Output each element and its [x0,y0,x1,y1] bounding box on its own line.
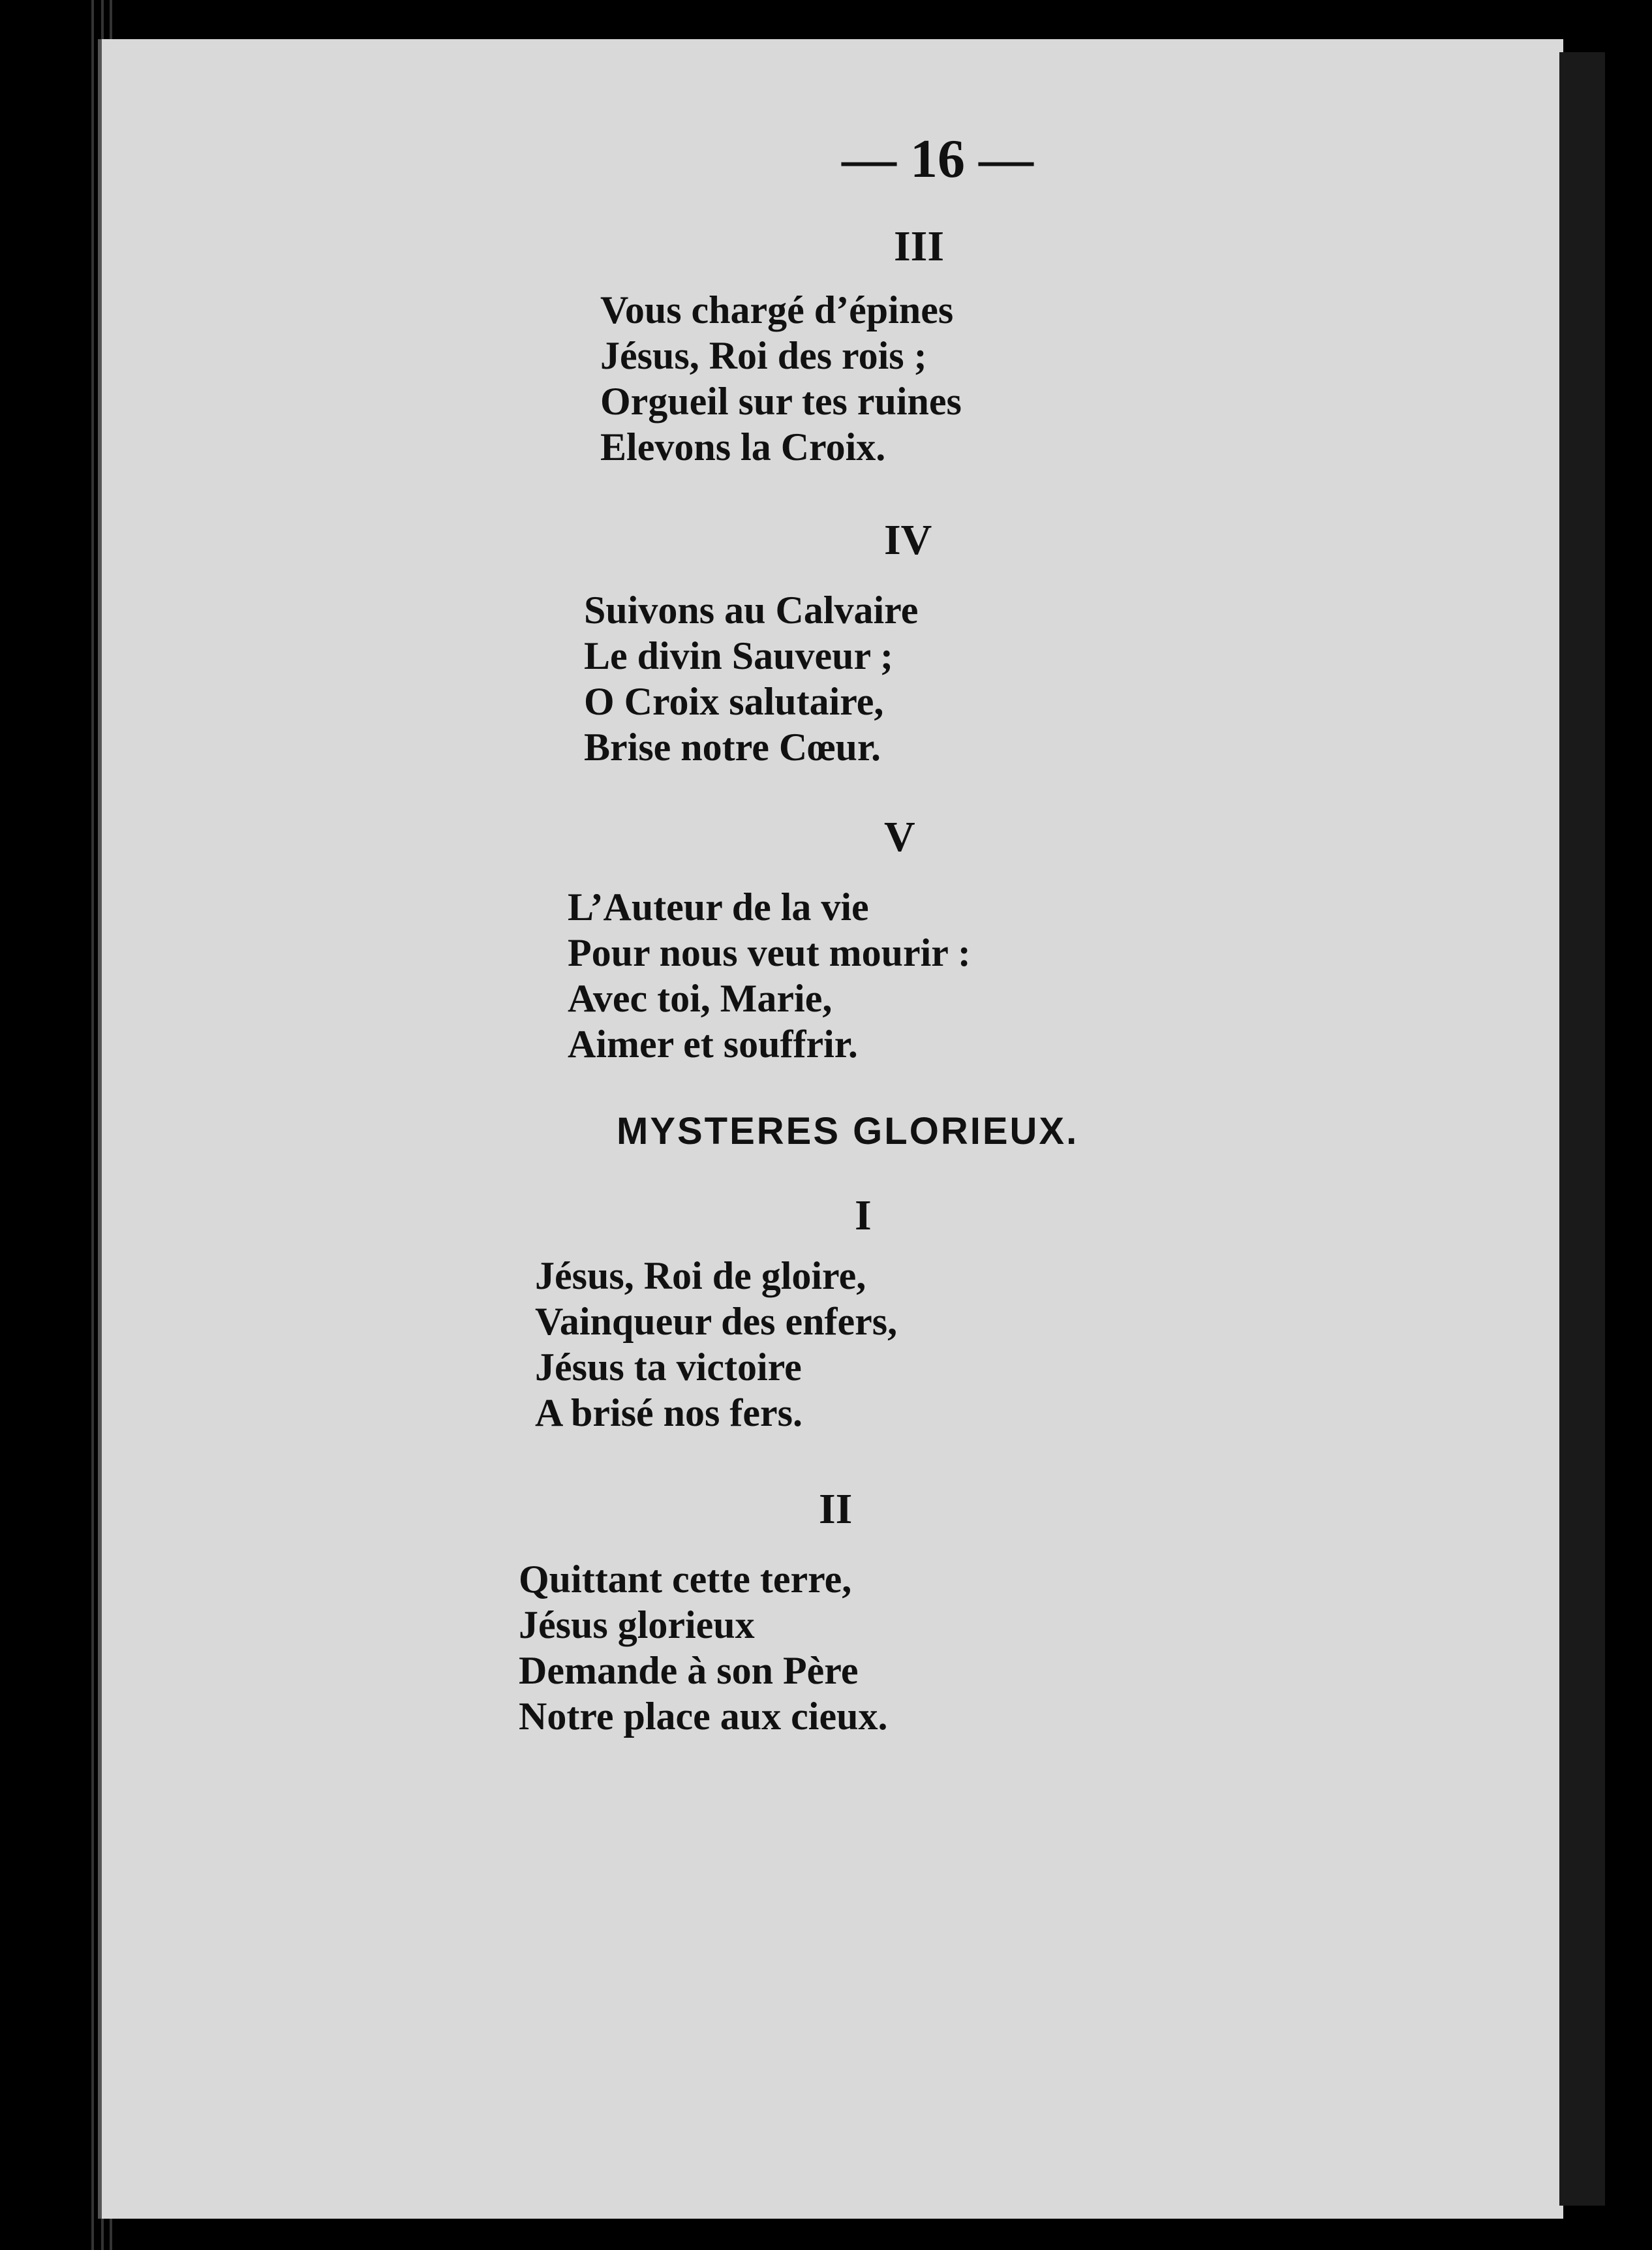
verse-line: Orgueil sur tes ruines [600,380,962,423]
stanza-number: II [819,1485,853,1533]
verse-line: Jésus, Roi de gloire, [535,1254,866,1297]
verse-line: Le divin Sauveur ; [584,634,893,677]
verse-line: Vainqueur des enfers, [535,1300,898,1343]
verse-line: Brise notre Cœur. [584,726,881,769]
verse-line: Suivons au Calvaire [584,589,919,632]
verse-line: O Croix salutaire, [584,680,884,723]
stanza-number: I [855,1192,872,1239]
verse-line: Notre place aux cieux. [519,1695,888,1738]
stanza-glorious-ii [519,1556,887,1739]
verse-line: Avec toi, Marie, [568,977,833,1020]
verse-line: Vous chargé d’épines [600,288,954,331]
verse-line: Pour nous veut mourir : [568,931,971,974]
verse-line: A brisé nos fers. [535,1391,803,1434]
stanza-number: III [894,223,945,270]
verse-line: Aimer et souffrir. [568,1023,858,1066]
verse-line: Jésus ta victoire [535,1346,802,1389]
page-number: — 16 — [842,129,1033,189]
stanza-glorious-i [535,1253,897,1436]
verse-line: Quittant cette terre, [519,1558,852,1601]
verse-line: Elevons la Croix. [600,425,886,469]
stanza-iii [600,287,962,470]
stanza-number: IV [884,516,932,564]
stanza-iv [584,587,918,770]
stanza-v [568,884,971,1067]
verse-line: Jésus glorieux [519,1603,755,1646]
verse-line: Jésus, Roi des rois ; [600,334,927,377]
section-heading: MYSTERES GLORIEUX. [617,1110,1079,1152]
verse-line: L’Auteur de la vie [568,886,869,929]
book-spine-shadow [1559,52,1605,2206]
verse-line: Demande à son Père [519,1649,859,1692]
stanza-number: V [884,813,915,861]
